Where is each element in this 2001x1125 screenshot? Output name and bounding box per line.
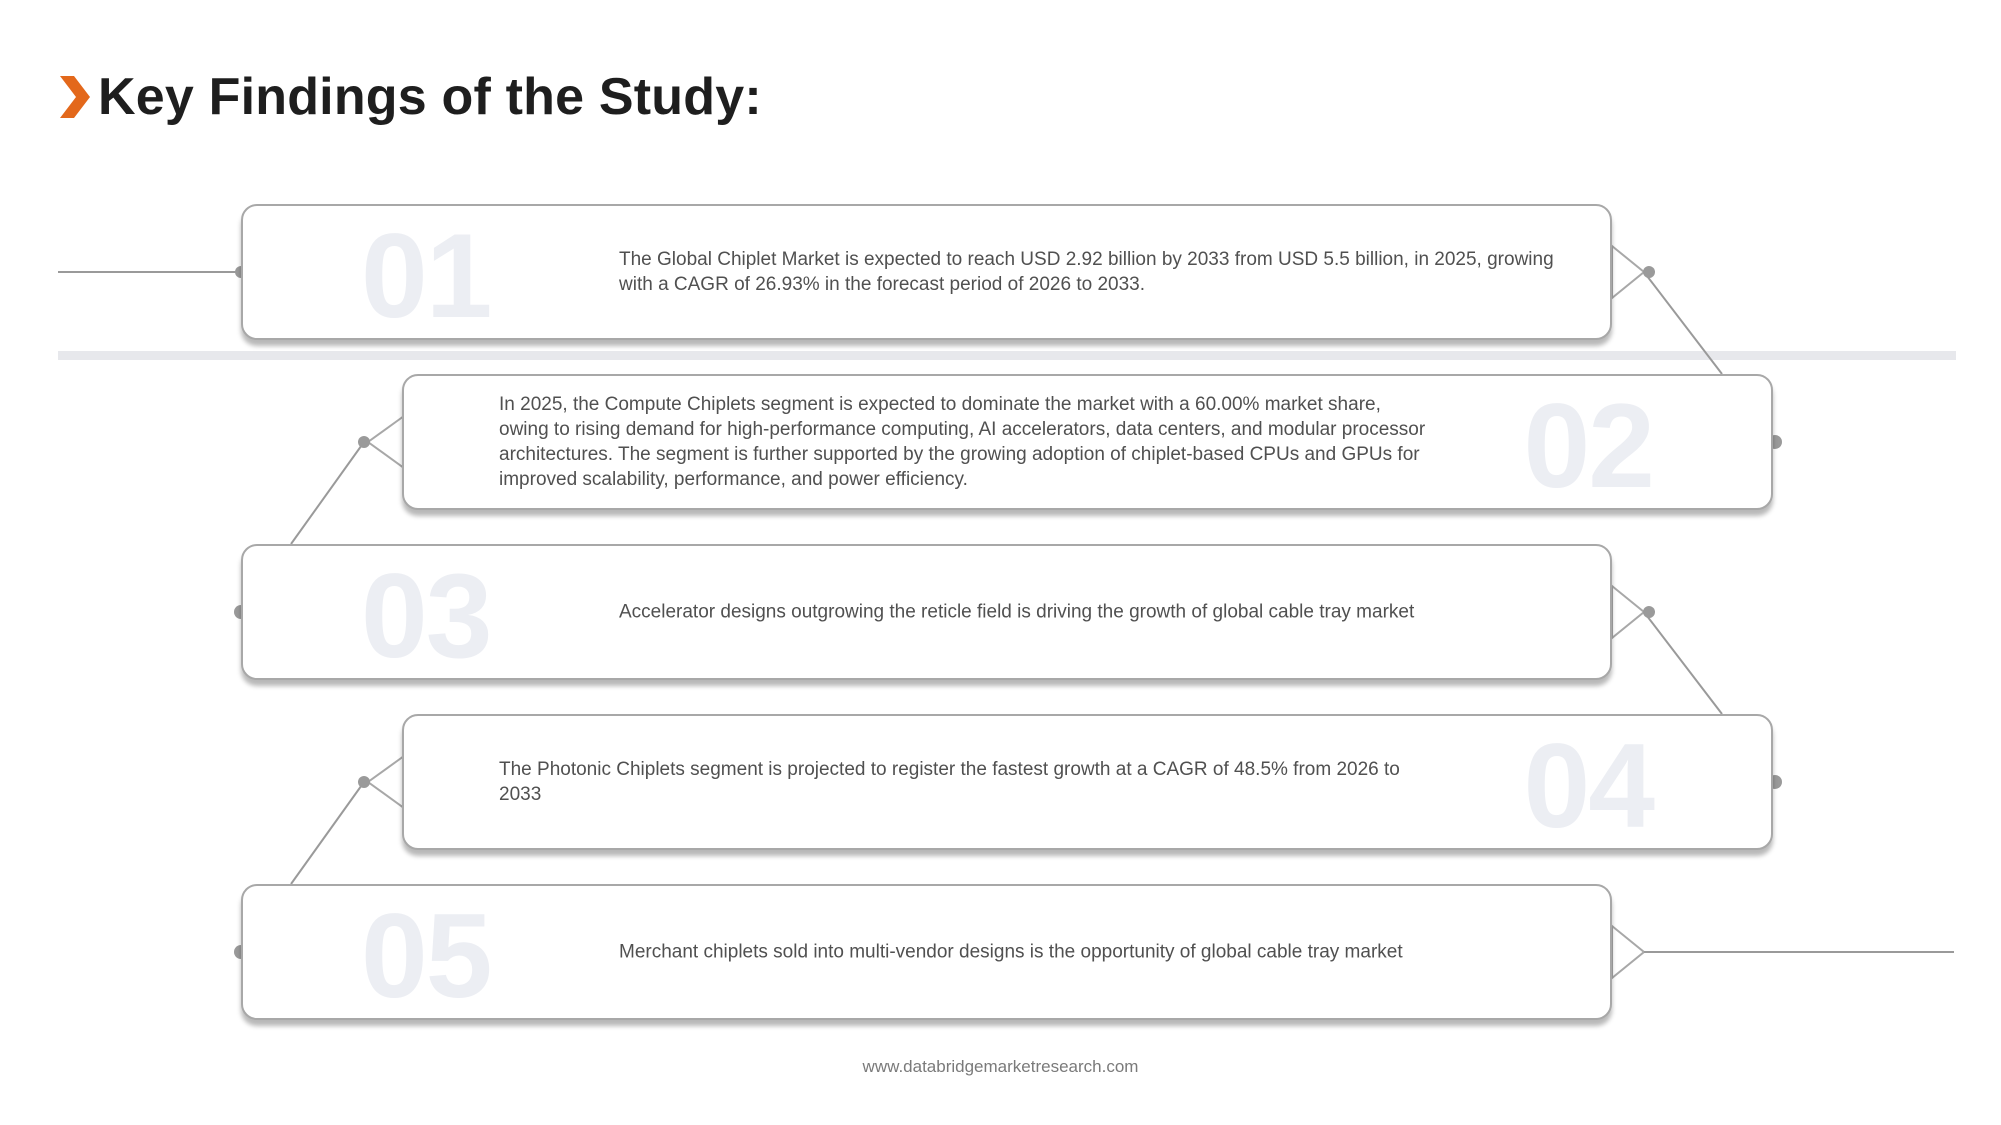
finding-number: 01 [361, 209, 491, 343]
finding-card-4 [402, 714, 1773, 853]
finding-number: 05 [361, 889, 491, 1023]
finding-text: The Photonic Chiplets segment is projected to register the fastest growth at a CAGR of 48.5% from 2026 to 2033 [499, 759, 1400, 805]
finding-number: 03 [361, 549, 491, 683]
finding-text: Accelerator designs outgrowing the reticle field is driving the growth of global cable tray market [619, 601, 1415, 623]
finding-card-5 [241, 884, 1612, 1023]
finding-text: In 2025, the Compute Chiplets segment is expected to dominate the market with a 60.00% market share, owing to rising demand for high-performance computing, AI accelerators, data centers, and modular processor architectures. The segment is further supported by the growing adoption of chiplet-based CPUs and GPUs for improved scalability, performance, and power efficiency. [499, 394, 1426, 490]
finding-card-3 [241, 544, 1612, 683]
finding-number: 04 [1523, 719, 1653, 853]
finding-text: The Global Chiplet Market is expected to reach USD 2.92 billion by 2033 from USD 5.5 billion, in 2025, growing with a CAGR of 26.93% in the forecast period of 2026 to 2033. [619, 249, 1554, 295]
finding-number: 02 [1523, 379, 1653, 513]
finding-card-1 [241, 204, 1612, 343]
footer-url: www.databridgemarketresearch.com [862, 1057, 1139, 1076]
finding-card-2 [402, 374, 1773, 513]
finding-text: Merchant chiplets sold into multi-vendor designs is the opportunity of global cable tray market [619, 941, 1403, 963]
page-title: Key Findings of the Study: [98, 68, 762, 126]
